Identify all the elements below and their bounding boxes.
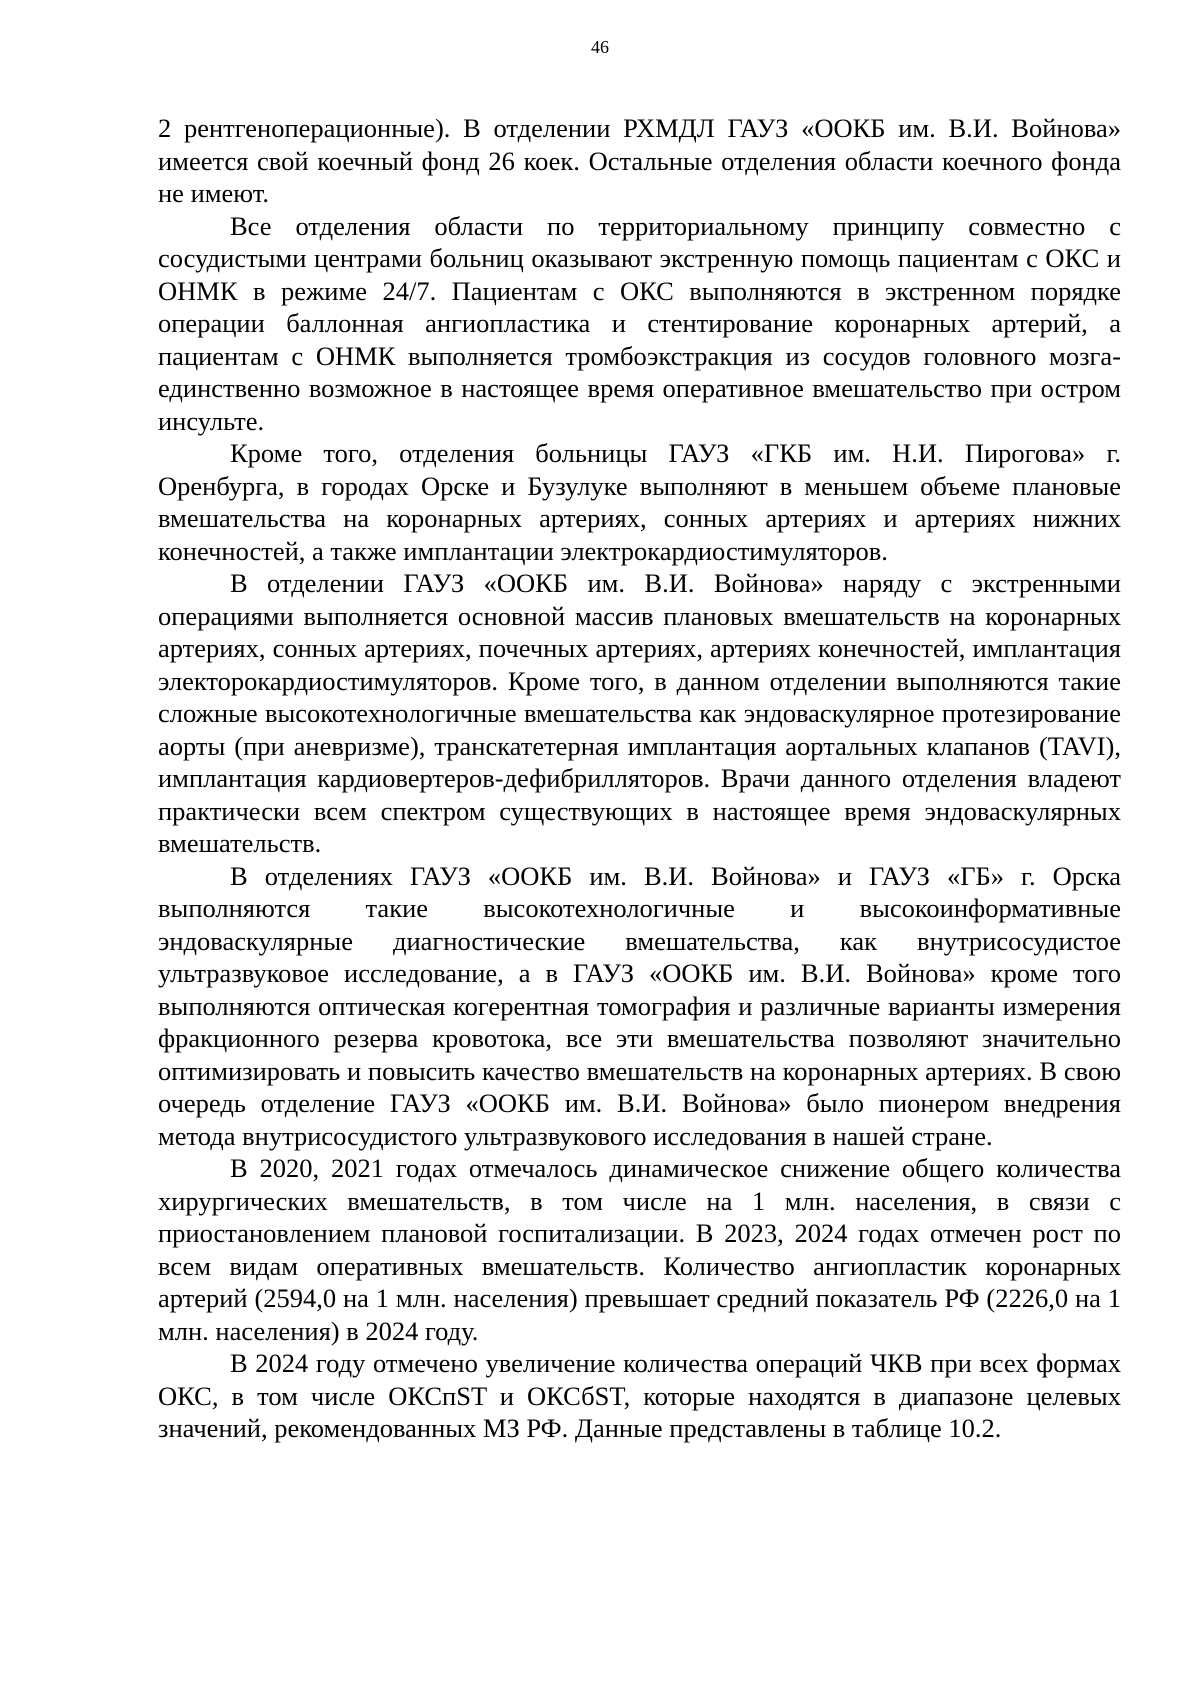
paragraph-ookb-department: В отделении ГАУЗ «ООКБ им. В.И. Войнова» наряду с экстренными операциями выполняется основной массив плановых вмешательств на коронарных артериях, сонных артериях, почечных артериях, артериях конечностей, имплантация электорокардиостимуляторов. Кроме того, в данном отделении выполняются такие сложные высокотехнологичные вмешательства как эндоваскулярное протезирование аорты (при аневризме), транскатетерная имплантация аортальных клапанов (TAVI), имплантация кардиовертеров-дефибрилляторов. Врачи данного отделения владеют практически всем спектром существующих в настоящее время эндоваскулярных вмешательств. bbox=[158, 568, 1121, 858]
paragraph-pci-increase: В 2024 году отмечено увеличение количества операций ЧКВ при всех формах ОКС, в том числе ОКСпST и ОКСбST, которые находятся в диапазоне целевых значений, рекомендованных МЗ РФ. Данные представлены в таблице 10.2. bbox=[158, 1348, 1121, 1443]
page-number: 46 bbox=[591, 37, 609, 57]
document-body bbox=[158, 112, 1121, 1445]
paragraph-planned-interventions: Кроме того, отделения больницы ГАУЗ «ГКБ им. Н.И. Пирогова» г. Оренбурга, в городах Орске и Бузулуке выполняют в меньшем объеме плановые вмешательства на коронарных артериях, сонных артериях и артериях нижних конечностей, а также имплантации электрокардиостимуляторов. bbox=[158, 438, 1121, 566]
paragraph-diagnostic-interventions: В отделениях ГАУЗ «ООКБ им. В.И. Войнова» и ГАУЗ «ГБ» г. Орска выполняются такие высокотехнологичные и высокоинформативные эндоваскулярные диагностические вмешательства, как внутрисосудистое ультразвуковое исследование, а в ГАУЗ «ООКБ им. В.И. Войнова» кроме того выполняются оптическая когерентная томография и различные варианты измерения фракционного резерва кровотока, все эти вмешательства позволяют значительно оптимизировать и повысить качество вмешательств на коронарных артериях. В свою очередь отделение ГАУЗ «ООКБ им. В.И. Войнова» было пионером внедрения метода внутрисосудистого ультразвукового исследования в нашей стране. bbox=[158, 860, 1121, 1151]
paragraph-dynamics: В 2020, 2021 годах отмечалось динамическое снижение общего количества хирургических вмешательств, в том числе на 1 млн. населения, в связи с приостановлением плановой госпитализации. В 2023, 2024 годах отмечен рост по всем видам оперативных вмешательств. Количество ангиопластик коронарных артерий (2594,0 на 1 млн. населения) превышает средний показатель РФ (2226,0 на 1 млн. населения) в 2024 году. bbox=[158, 1153, 1121, 1346]
paragraph-emergency-care: Все отделения области по территориальному принципу совместно с сосудистыми центрами больниц оказывают экстренную помощь пациентам с ОКС и ОНМК в режиме 24/7. Пациентам с ОКС выполняются в экстренном порядке операции баллонная ангиопластика и стентирование коронарных артерий, а пациентам с ОНМК выполняется тромбоэкстракция из сосудов головного мозга-единственно возможное в настоящее время оперативное вмешательство при остром инсульте. bbox=[158, 210, 1121, 436]
paragraph-continuation: 2 рентгеноперационные). В отделении РХМДЛ ГАУЗ «ООКБ им. В.И. Войнова» имеется свой коечный фонд 26 коек. Остальные отделения области коечного фонда не имеют. bbox=[158, 113, 1121, 208]
